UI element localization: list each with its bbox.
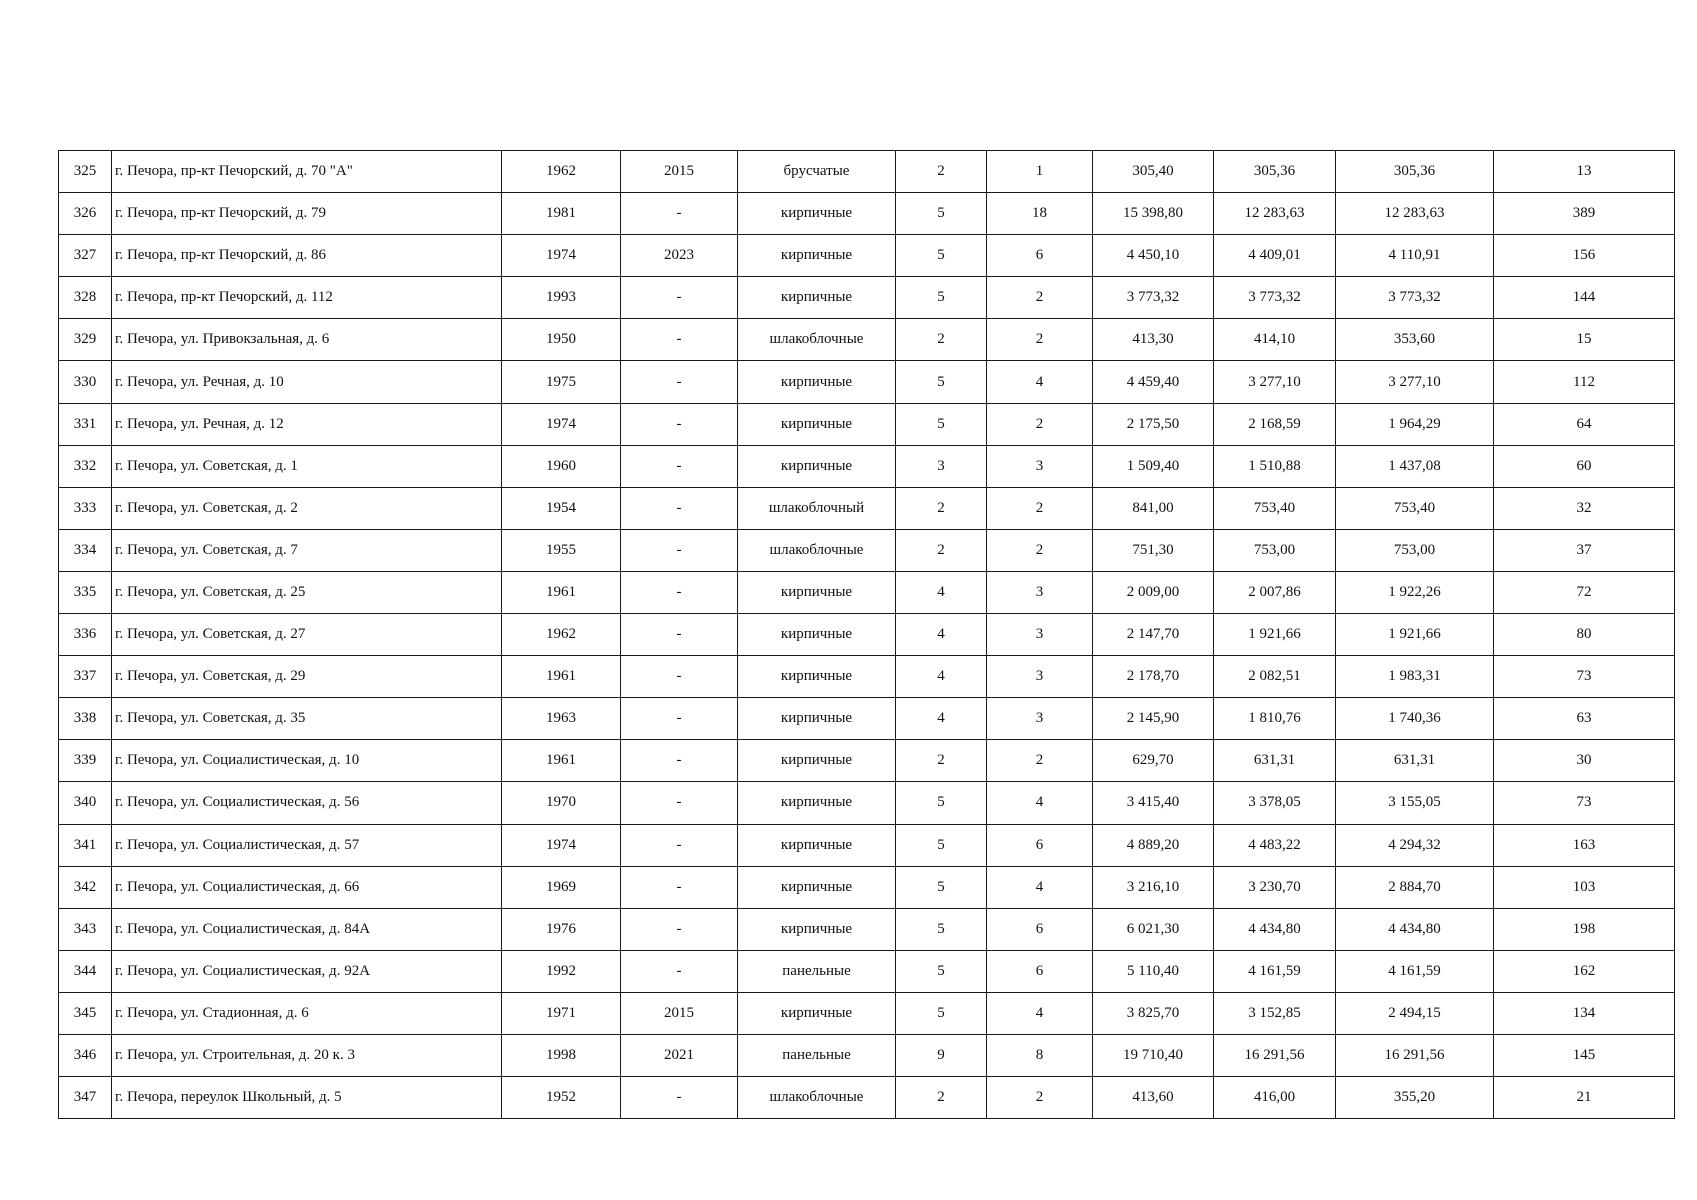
- wall-material-cell: кирпичные: [738, 193, 896, 235]
- address-cell: г. Печора, ул. Строительная, д. 20 к. 3: [112, 1034, 502, 1076]
- row-number-cell: 332: [59, 445, 112, 487]
- renovation-year-cell: -: [621, 950, 738, 992]
- wall-material-cell: кирпичные: [738, 698, 896, 740]
- row-number-cell: 333: [59, 487, 112, 529]
- wall-material-cell: кирпичные: [738, 571, 896, 613]
- table-row: [59, 319, 1675, 361]
- floors-cell: 5: [896, 361, 987, 403]
- total-area-cell: 4 450,10: [1093, 235, 1214, 277]
- residential-area-cell: 12 283,63: [1336, 193, 1494, 235]
- renovation-year-cell: -: [621, 740, 738, 782]
- entrances-cell: 2: [987, 319, 1093, 361]
- row-number-cell: 338: [59, 698, 112, 740]
- row-number-cell: 334: [59, 529, 112, 571]
- floors-cell: 3: [896, 445, 987, 487]
- wall-material-cell: кирпичные: [738, 445, 896, 487]
- residents-cell: 145: [1494, 1034, 1675, 1076]
- entrances-cell: 2: [987, 277, 1093, 319]
- floors-cell: 4: [896, 571, 987, 613]
- renovation-year-cell: -: [621, 487, 738, 529]
- entrances-cell: 2: [987, 740, 1093, 782]
- row-number-cell: 344: [59, 950, 112, 992]
- floors-cell: 2: [896, 487, 987, 529]
- floors-cell: 5: [896, 950, 987, 992]
- living-area-cell: 753,00: [1214, 529, 1336, 571]
- residents-cell: 112: [1494, 361, 1675, 403]
- row-number-cell: 331: [59, 403, 112, 445]
- wall-material-cell: кирпичные: [738, 656, 896, 698]
- residential-area-cell: 355,20: [1336, 1077, 1494, 1119]
- table-row: [59, 529, 1675, 571]
- total-area-cell: 413,30: [1093, 319, 1214, 361]
- total-area-cell: 305,40: [1093, 151, 1214, 193]
- address-cell: г. Печора, ул. Советская, д. 25: [112, 571, 502, 613]
- residential-area-cell: 4 294,32: [1336, 824, 1494, 866]
- row-number-cell: 337: [59, 656, 112, 698]
- build-year-cell: 1981: [502, 193, 621, 235]
- entrances-cell: 2: [987, 403, 1093, 445]
- residents-cell: 13: [1494, 151, 1675, 193]
- residents-cell: 30: [1494, 740, 1675, 782]
- total-area-cell: 413,60: [1093, 1077, 1214, 1119]
- wall-material-cell: кирпичные: [738, 403, 896, 445]
- residents-cell: 37: [1494, 529, 1675, 571]
- build-year-cell: 1961: [502, 740, 621, 782]
- table-row: [59, 614, 1675, 656]
- floors-cell: 2: [896, 151, 987, 193]
- residential-area-cell: 2 494,15: [1336, 992, 1494, 1034]
- residential-area-cell: 1 921,66: [1336, 614, 1494, 656]
- table-row: [59, 656, 1675, 698]
- wall-material-cell: кирпичные: [738, 908, 896, 950]
- address-cell: г. Печора, ул. Советская, д. 27: [112, 614, 502, 656]
- total-area-cell: 2 178,70: [1093, 656, 1214, 698]
- entrances-cell: 3: [987, 571, 1093, 613]
- row-number-cell: 341: [59, 824, 112, 866]
- row-number-cell: 335: [59, 571, 112, 613]
- address-cell: г. Печора, ул. Советская, д. 2: [112, 487, 502, 529]
- table-row: [59, 782, 1675, 824]
- renovation-year-cell: -: [621, 361, 738, 403]
- wall-material-cell: кирпичные: [738, 740, 896, 782]
- residents-cell: 72: [1494, 571, 1675, 613]
- address-cell: г. Печора, ул. Социалистическая, д. 84А: [112, 908, 502, 950]
- row-number-cell: 325: [59, 151, 112, 193]
- address-cell: г. Печора, ул. Советская, д. 7: [112, 529, 502, 571]
- residents-cell: 198: [1494, 908, 1675, 950]
- living-area-cell: 16 291,56: [1214, 1034, 1336, 1076]
- build-year-cell: 1961: [502, 656, 621, 698]
- address-cell: г. Печора, пр-кт Печорский, д. 70 "А": [112, 151, 502, 193]
- table-row: [59, 487, 1675, 529]
- floors-cell: 2: [896, 740, 987, 782]
- living-area-cell: 1 810,76: [1214, 698, 1336, 740]
- floors-cell: 9: [896, 1034, 987, 1076]
- residents-cell: 32: [1494, 487, 1675, 529]
- table-body: [59, 151, 1675, 1119]
- address-cell: г. Печора, ул. Советская, д. 1: [112, 445, 502, 487]
- residents-cell: 73: [1494, 656, 1675, 698]
- wall-material-cell: кирпичные: [738, 782, 896, 824]
- build-year-cell: 1976: [502, 908, 621, 950]
- wall-material-cell: кирпичные: [738, 614, 896, 656]
- floors-cell: 5: [896, 824, 987, 866]
- entrances-cell: 4: [987, 361, 1093, 403]
- row-number-cell: 336: [59, 614, 112, 656]
- living-area-cell: 3 230,70: [1214, 866, 1336, 908]
- residential-area-cell: 4 110,91: [1336, 235, 1494, 277]
- table-row: [59, 235, 1675, 277]
- row-number-cell: 346: [59, 1034, 112, 1076]
- table-row: [59, 151, 1675, 193]
- residents-cell: 64: [1494, 403, 1675, 445]
- table-row: [59, 698, 1675, 740]
- row-number-cell: 328: [59, 277, 112, 319]
- floors-cell: 5: [896, 193, 987, 235]
- entrances-cell: 1: [987, 151, 1093, 193]
- residential-area-cell: 3 155,05: [1336, 782, 1494, 824]
- living-area-cell: 753,40: [1214, 487, 1336, 529]
- wall-material-cell: панельные: [738, 1034, 896, 1076]
- total-area-cell: 629,70: [1093, 740, 1214, 782]
- row-number-cell: 347: [59, 1077, 112, 1119]
- renovation-year-cell: -: [621, 908, 738, 950]
- floors-cell: 5: [896, 403, 987, 445]
- row-number-cell: 339: [59, 740, 112, 782]
- entrances-cell: 2: [987, 1077, 1093, 1119]
- build-year-cell: 1974: [502, 824, 621, 866]
- build-year-cell: 1954: [502, 487, 621, 529]
- wall-material-cell: шлакоблочный: [738, 487, 896, 529]
- total-area-cell: 4 459,40: [1093, 361, 1214, 403]
- residents-cell: 389: [1494, 193, 1675, 235]
- wall-material-cell: кирпичные: [738, 824, 896, 866]
- total-area-cell: 4 889,20: [1093, 824, 1214, 866]
- row-number-cell: 327: [59, 235, 112, 277]
- total-area-cell: 3 415,40: [1093, 782, 1214, 824]
- table-row: [59, 193, 1675, 235]
- total-area-cell: 5 110,40: [1093, 950, 1214, 992]
- living-area-cell: 2 007,86: [1214, 571, 1336, 613]
- living-area-cell: 1 510,88: [1214, 445, 1336, 487]
- table-row: [59, 277, 1675, 319]
- floors-cell: 5: [896, 782, 987, 824]
- residents-cell: 80: [1494, 614, 1675, 656]
- wall-material-cell: кирпичные: [738, 866, 896, 908]
- total-area-cell: 2 147,70: [1093, 614, 1214, 656]
- renovation-year-cell: -: [621, 614, 738, 656]
- renovation-year-cell: -: [621, 403, 738, 445]
- entrances-cell: 6: [987, 235, 1093, 277]
- entrances-cell: 6: [987, 824, 1093, 866]
- wall-material-cell: шлакоблочные: [738, 1077, 896, 1119]
- build-year-cell: 1960: [502, 445, 621, 487]
- residential-area-cell: 753,00: [1336, 529, 1494, 571]
- table-row: [59, 992, 1675, 1034]
- living-area-cell: 4 409,01: [1214, 235, 1336, 277]
- total-area-cell: 19 710,40: [1093, 1034, 1214, 1076]
- floors-cell: 4: [896, 656, 987, 698]
- entrances-cell: 3: [987, 614, 1093, 656]
- table-row: [59, 950, 1675, 992]
- total-area-cell: 2 009,00: [1093, 571, 1214, 613]
- entrances-cell: 4: [987, 866, 1093, 908]
- build-year-cell: 1974: [502, 235, 621, 277]
- renovation-year-cell: -: [621, 319, 738, 361]
- total-area-cell: 15 398,80: [1093, 193, 1214, 235]
- total-area-cell: 3 216,10: [1093, 866, 1214, 908]
- renovation-year-cell: 2015: [621, 151, 738, 193]
- living-area-cell: 305,36: [1214, 151, 1336, 193]
- wall-material-cell: кирпичные: [738, 235, 896, 277]
- total-area-cell: 1 509,40: [1093, 445, 1214, 487]
- entrances-cell: 18: [987, 193, 1093, 235]
- residential-area-cell: 3 277,10: [1336, 361, 1494, 403]
- residential-area-cell: 16 291,56: [1336, 1034, 1494, 1076]
- build-year-cell: 1961: [502, 571, 621, 613]
- build-year-cell: 1992: [502, 950, 621, 992]
- total-area-cell: 3 773,32: [1093, 277, 1214, 319]
- housing-registry-table: [58, 150, 1675, 1119]
- address-cell: г. Печора, ул. Социалистическая, д. 56: [112, 782, 502, 824]
- address-cell: г. Печора, пр-кт Печорский, д. 112: [112, 277, 502, 319]
- renovation-year-cell: -: [621, 1077, 738, 1119]
- floors-cell: 2: [896, 1077, 987, 1119]
- floors-cell: 2: [896, 319, 987, 361]
- floors-cell: 5: [896, 235, 987, 277]
- build-year-cell: 1955: [502, 529, 621, 571]
- residential-area-cell: 2 884,70: [1336, 866, 1494, 908]
- residents-cell: 103: [1494, 866, 1675, 908]
- table-row: [59, 866, 1675, 908]
- living-area-cell: 416,00: [1214, 1077, 1336, 1119]
- total-area-cell: 6 021,30: [1093, 908, 1214, 950]
- floors-cell: 4: [896, 698, 987, 740]
- build-year-cell: 1952: [502, 1077, 621, 1119]
- living-area-cell: 3 773,32: [1214, 277, 1336, 319]
- wall-material-cell: кирпичные: [738, 277, 896, 319]
- address-cell: г. Печора, ул. Социалистическая, д. 10: [112, 740, 502, 782]
- build-year-cell: 1975: [502, 361, 621, 403]
- renovation-year-cell: -: [621, 529, 738, 571]
- build-year-cell: 1969: [502, 866, 621, 908]
- floors-cell: 2: [896, 529, 987, 571]
- renovation-year-cell: -: [621, 193, 738, 235]
- row-number-cell: 340: [59, 782, 112, 824]
- living-area-cell: 2 168,59: [1214, 403, 1336, 445]
- table-row: [59, 1077, 1675, 1119]
- build-year-cell: 1970: [502, 782, 621, 824]
- build-year-cell: 1962: [502, 614, 621, 656]
- renovation-year-cell: -: [621, 866, 738, 908]
- residents-cell: 60: [1494, 445, 1675, 487]
- floors-cell: 5: [896, 992, 987, 1034]
- residential-area-cell: 631,31: [1336, 740, 1494, 782]
- living-area-cell: 4 483,22: [1214, 824, 1336, 866]
- wall-material-cell: панельные: [738, 950, 896, 992]
- wall-material-cell: кирпичные: [738, 992, 896, 1034]
- residents-cell: 163: [1494, 824, 1675, 866]
- build-year-cell: 1998: [502, 1034, 621, 1076]
- table-row: [59, 571, 1675, 613]
- living-area-cell: 2 082,51: [1214, 656, 1336, 698]
- row-number-cell: 326: [59, 193, 112, 235]
- total-area-cell: 3 825,70: [1093, 992, 1214, 1034]
- renovation-year-cell: -: [621, 824, 738, 866]
- address-cell: г. Печора, ул. Социалистическая, д. 66: [112, 866, 502, 908]
- renovation-year-cell: 2021: [621, 1034, 738, 1076]
- renovation-year-cell: -: [621, 782, 738, 824]
- residents-cell: 162: [1494, 950, 1675, 992]
- residential-area-cell: 753,40: [1336, 487, 1494, 529]
- row-number-cell: 343: [59, 908, 112, 950]
- floors-cell: 5: [896, 277, 987, 319]
- living-area-cell: 1 921,66: [1214, 614, 1336, 656]
- residential-area-cell: 1 922,26: [1336, 571, 1494, 613]
- table-row: [59, 445, 1675, 487]
- build-year-cell: 1962: [502, 151, 621, 193]
- floors-cell: 5: [896, 908, 987, 950]
- table-row: [59, 824, 1675, 866]
- build-year-cell: 1993: [502, 277, 621, 319]
- residents-cell: 73: [1494, 782, 1675, 824]
- residential-area-cell: 1 437,08: [1336, 445, 1494, 487]
- renovation-year-cell: -: [621, 656, 738, 698]
- residential-area-cell: 1 983,31: [1336, 656, 1494, 698]
- residents-cell: 63: [1494, 698, 1675, 740]
- renovation-year-cell: -: [621, 698, 738, 740]
- living-area-cell: 631,31: [1214, 740, 1336, 782]
- renovation-year-cell: -: [621, 571, 738, 613]
- row-number-cell: 342: [59, 866, 112, 908]
- residential-area-cell: 305,36: [1336, 151, 1494, 193]
- address-cell: г. Печора, пр-кт Печорский, д. 86: [112, 235, 502, 277]
- residents-cell: 156: [1494, 235, 1675, 277]
- total-area-cell: 751,30: [1093, 529, 1214, 571]
- living-area-cell: 414,10: [1214, 319, 1336, 361]
- entrances-cell: 3: [987, 445, 1093, 487]
- residential-area-cell: 1 964,29: [1336, 403, 1494, 445]
- residents-cell: 21: [1494, 1077, 1675, 1119]
- entrances-cell: 4: [987, 992, 1093, 1034]
- entrances-cell: 3: [987, 656, 1093, 698]
- entrances-cell: 4: [987, 782, 1093, 824]
- entrances-cell: 3: [987, 698, 1093, 740]
- address-cell: г. Печора, переулок Школьный, д. 5: [112, 1077, 502, 1119]
- row-number-cell: 345: [59, 992, 112, 1034]
- residential-area-cell: 3 773,32: [1336, 277, 1494, 319]
- residential-area-cell: 4 434,80: [1336, 908, 1494, 950]
- address-cell: г. Печора, ул. Речная, д. 12: [112, 403, 502, 445]
- residential-area-cell: 353,60: [1336, 319, 1494, 361]
- residents-cell: 144: [1494, 277, 1675, 319]
- table-row: [59, 1034, 1675, 1076]
- address-cell: г. Печора, ул. Стадионная, д. 6: [112, 992, 502, 1034]
- entrances-cell: 6: [987, 950, 1093, 992]
- entrances-cell: 2: [987, 487, 1093, 529]
- wall-material-cell: шлакоблочные: [738, 319, 896, 361]
- total-area-cell: 841,00: [1093, 487, 1214, 529]
- floors-cell: 4: [896, 614, 987, 656]
- table-row: [59, 740, 1675, 782]
- entrances-cell: 2: [987, 529, 1093, 571]
- build-year-cell: 1963: [502, 698, 621, 740]
- total-area-cell: 2 175,50: [1093, 403, 1214, 445]
- address-cell: г. Печора, ул. Советская, д. 29: [112, 656, 502, 698]
- living-area-cell: 3 152,85: [1214, 992, 1336, 1034]
- residential-area-cell: 1 740,36: [1336, 698, 1494, 740]
- address-cell: г. Печора, пр-кт Печорский, д. 79: [112, 193, 502, 235]
- table-row: [59, 908, 1675, 950]
- table-row: [59, 361, 1675, 403]
- table-row: [59, 403, 1675, 445]
- document-page: [58, 150, 1674, 1119]
- living-area-cell: 4 161,59: [1214, 950, 1336, 992]
- row-number-cell: 330: [59, 361, 112, 403]
- renovation-year-cell: 2023: [621, 235, 738, 277]
- living-area-cell: 12 283,63: [1214, 193, 1336, 235]
- address-cell: г. Печора, ул. Социалистическая, д. 92А: [112, 950, 502, 992]
- entrances-cell: 6: [987, 908, 1093, 950]
- renovation-year-cell: -: [621, 445, 738, 487]
- build-year-cell: 1971: [502, 992, 621, 1034]
- living-area-cell: 3 277,10: [1214, 361, 1336, 403]
- residential-area-cell: 4 161,59: [1336, 950, 1494, 992]
- renovation-year-cell: 2015: [621, 992, 738, 1034]
- living-area-cell: 3 378,05: [1214, 782, 1336, 824]
- floors-cell: 5: [896, 866, 987, 908]
- address-cell: г. Печора, ул. Социалистическая, д. 57: [112, 824, 502, 866]
- residents-cell: 15: [1494, 319, 1675, 361]
- renovation-year-cell: -: [621, 277, 738, 319]
- address-cell: г. Печора, ул. Речная, д. 10: [112, 361, 502, 403]
- build-year-cell: 1974: [502, 403, 621, 445]
- living-area-cell: 4 434,80: [1214, 908, 1336, 950]
- wall-material-cell: шлакоблочные: [738, 529, 896, 571]
- residents-cell: 134: [1494, 992, 1675, 1034]
- address-cell: г. Печора, ул. Советская, д. 35: [112, 698, 502, 740]
- wall-material-cell: брусчатые: [738, 151, 896, 193]
- row-number-cell: 329: [59, 319, 112, 361]
- wall-material-cell: кирпичные: [738, 361, 896, 403]
- entrances-cell: 8: [987, 1034, 1093, 1076]
- address-cell: г. Печора, ул. Привокзальная, д. 6: [112, 319, 502, 361]
- total-area-cell: 2 145,90: [1093, 698, 1214, 740]
- build-year-cell: 1950: [502, 319, 621, 361]
